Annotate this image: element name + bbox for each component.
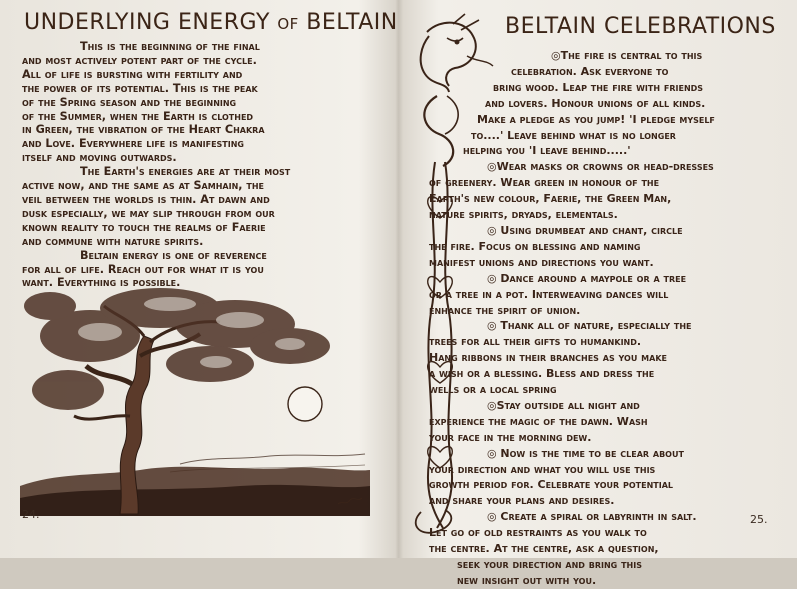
- text-line: your face in the morning dew.: [429, 430, 592, 444]
- text-line: and commune with nature spirits.: [22, 234, 204, 248]
- text-line: manifest unions and directions you want.: [429, 255, 654, 269]
- text-line: of the Spring season and the beginning: [22, 95, 237, 109]
- text-line: ◎ Thank all of nature, especially the: [487, 319, 692, 333]
- text-line: ◎Stay outside all night and: [487, 398, 640, 412]
- right-page-body: [429, 48, 773, 589]
- text-line: bring wood. Leap the fire with friends: [493, 80, 704, 94]
- text-line: Hang ribbons in their branches as you make: [429, 351, 667, 365]
- text-line: Make a pledge as you jump! 'I pledge myself: [477, 112, 715, 126]
- text-line: for all of life. Reach out for what it is you: [22, 262, 264, 276]
- text-line: or a tree in a pot. Interweaving dances will: [429, 287, 669, 301]
- right-page: [399, 0, 797, 587]
- text-line: a wish or a blessing. Bless and dress the: [429, 367, 655, 381]
- text-line: celebration. Ask everyone to: [511, 64, 669, 78]
- left-page: [0, 0, 398, 558]
- text-line: ◎The fire is central to this: [551, 49, 703, 62]
- text-line: and share your plans and desires.: [429, 494, 615, 508]
- text-line: and most actively potent part of the cycle.: [22, 53, 257, 67]
- text-line: of the Summer, when the Earth is clothed: [22, 109, 254, 123]
- text-line: and Love. Everywhere life is manifesting: [22, 137, 244, 151]
- text-line: experience the magic of the dawn. Wash: [429, 414, 648, 428]
- left-page-body: [22, 40, 362, 290]
- page-number: 24.: [22, 508, 40, 521]
- text-line: ◎Wear masks or crowns or head-dresses: [487, 160, 714, 174]
- text-line: in Green, the vibration of the Heart Chakra: [22, 123, 265, 137]
- text-line: ◎ Now is the time to be clear about: [487, 446, 684, 460]
- right-page-title: BELTAIN CELEBRATIONS: [505, 14, 776, 39]
- page-number: 25.: [750, 513, 768, 526]
- text-line: growth period for. Celebrate your potential: [429, 478, 673, 492]
- text-line: nature spirits, dryads, elementals.: [429, 208, 618, 222]
- text-line: Earth's new colour, Faerie, the Green Man,: [429, 192, 672, 206]
- text-line: of greenery. Wear green in honour of the: [429, 176, 660, 190]
- text-line: ◎ Using drumbeat and chant, circle: [487, 223, 683, 237]
- text-line: dusk especially, we may slip through from our: [22, 206, 275, 220]
- moon-icon: [288, 387, 322, 421]
- text-line: Beltain energy is one of reverence: [80, 248, 267, 262]
- text-line: your direction and what you will use this: [429, 462, 656, 476]
- text-line: helping you 'I leave behind.....': [463, 144, 631, 158]
- text-line: the fire. Focus on blessing and naming: [429, 239, 641, 253]
- text-line: enhance the spirit of union.: [429, 303, 581, 317]
- text-line: veil between the worlds is thin. At dawn and: [22, 192, 270, 206]
- text-line: trees for all their gifts to humankind.: [429, 335, 642, 349]
- left-page-title: UNDERLYING ENERGY of BELTAIN: [24, 10, 398, 35]
- text-line: active now, and the same as at Samhain, the: [22, 179, 265, 193]
- text-line: The Earth's energies are at their most: [80, 165, 291, 179]
- text-line: new insight out with you.: [457, 573, 597, 587]
- text-line: Let go of old restraints as you walk to: [429, 526, 647, 540]
- tree-and-moon-illustration: [20, 286, 370, 516]
- text-line: and lovers. Honour unions of all kinds.: [485, 96, 706, 110]
- text-line: ◎ Dance around a maypole or a tree: [487, 271, 687, 285]
- text-line: the centre. At the centre, ask a question,: [429, 542, 659, 556]
- text-line: to....' Leave behind what is no longer: [471, 128, 676, 142]
- text-line: seek your direction and bring this: [457, 558, 642, 571]
- text-line: want. Everything is possible.: [22, 276, 181, 290]
- text-line: the power of its potential. This is the peak: [22, 81, 258, 95]
- text-line: known reality to touch the realms of Faerie: [22, 220, 266, 234]
- text-line: All of life is bursting with fertility and: [22, 67, 243, 81]
- text-line: wells or a local spring: [429, 383, 557, 397]
- text-line: ◎ Create a spiral or labyrinth in salt.: [487, 510, 697, 524]
- text-line: This is the beginning of the final: [80, 40, 260, 53]
- text-line: itself and moving outwards.: [22, 151, 177, 165]
